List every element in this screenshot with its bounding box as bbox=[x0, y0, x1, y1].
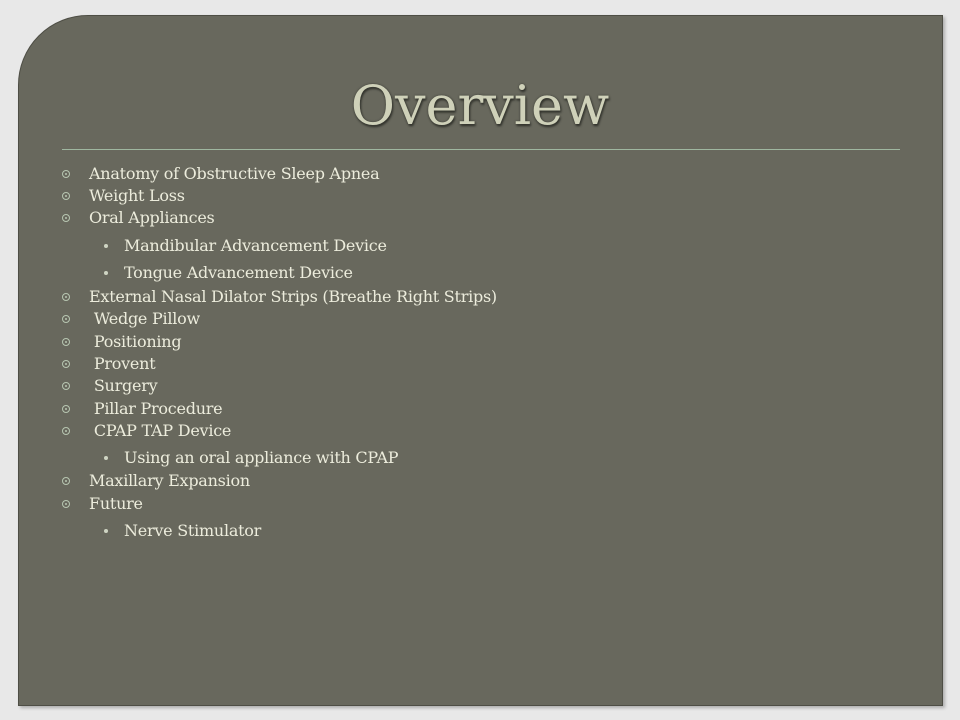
dot-bullet-icon bbox=[104, 456, 108, 460]
outline-bullet-icon bbox=[62, 293, 70, 301]
list-item-provent: Provent bbox=[89, 354, 156, 373]
list-item-positioning: Positioning bbox=[89, 332, 182, 351]
outline-bullet-icon bbox=[62, 192, 70, 200]
outline-bullet-icon bbox=[62, 315, 70, 323]
outline-bullet-icon bbox=[62, 214, 70, 222]
outline-bullet-icon bbox=[62, 360, 70, 368]
list-item-oral-appliances: Oral Appliances bbox=[89, 208, 215, 227]
outline-bullet-icon bbox=[62, 477, 70, 485]
dot-bullet-icon bbox=[104, 271, 108, 275]
outline-bullet-icon bbox=[62, 405, 70, 413]
list-item-weight-loss: Weight Loss bbox=[89, 186, 185, 205]
slide-title: Overview bbox=[350, 74, 610, 137]
list-item-anatomy: Anatomy of Obstructive Sleep Apnea bbox=[89, 164, 380, 183]
list-item-maxillary-expansion: Maxillary Expansion bbox=[89, 471, 250, 490]
list-item-nasal-strips: External Nasal Dilator Strips (Breathe Right Strips) bbox=[89, 287, 497, 306]
dot-bullet-icon bbox=[104, 244, 108, 248]
list-item-cpap-tap: CPAP TAP Device bbox=[89, 421, 232, 440]
outline-bullet-icon bbox=[62, 500, 70, 508]
list-item-pillar-procedure: Pillar Procedure bbox=[89, 399, 223, 418]
outline-bullet-icon bbox=[62, 170, 70, 178]
list-item-wedge-pillow: Wedge Pillow bbox=[89, 309, 200, 328]
list-item-mandibular-device: Mandibular Advancement Device bbox=[124, 236, 387, 255]
outline-bullet-icon bbox=[62, 427, 70, 435]
list-item-tongue-device: Tongue Advancement Device bbox=[124, 263, 353, 282]
outline-bullet-icon bbox=[62, 338, 70, 346]
list-item-oral-appliance-cpap: Using an oral appliance with CPAP bbox=[124, 448, 399, 467]
list-item-surgery: Surgery bbox=[89, 376, 158, 395]
list-item-future: Future bbox=[89, 494, 143, 513]
outline-bullet-icon bbox=[62, 382, 70, 390]
list-item-nerve-stimulator: Nerve Stimulator bbox=[124, 521, 262, 540]
dot-bullet-icon bbox=[104, 529, 108, 533]
